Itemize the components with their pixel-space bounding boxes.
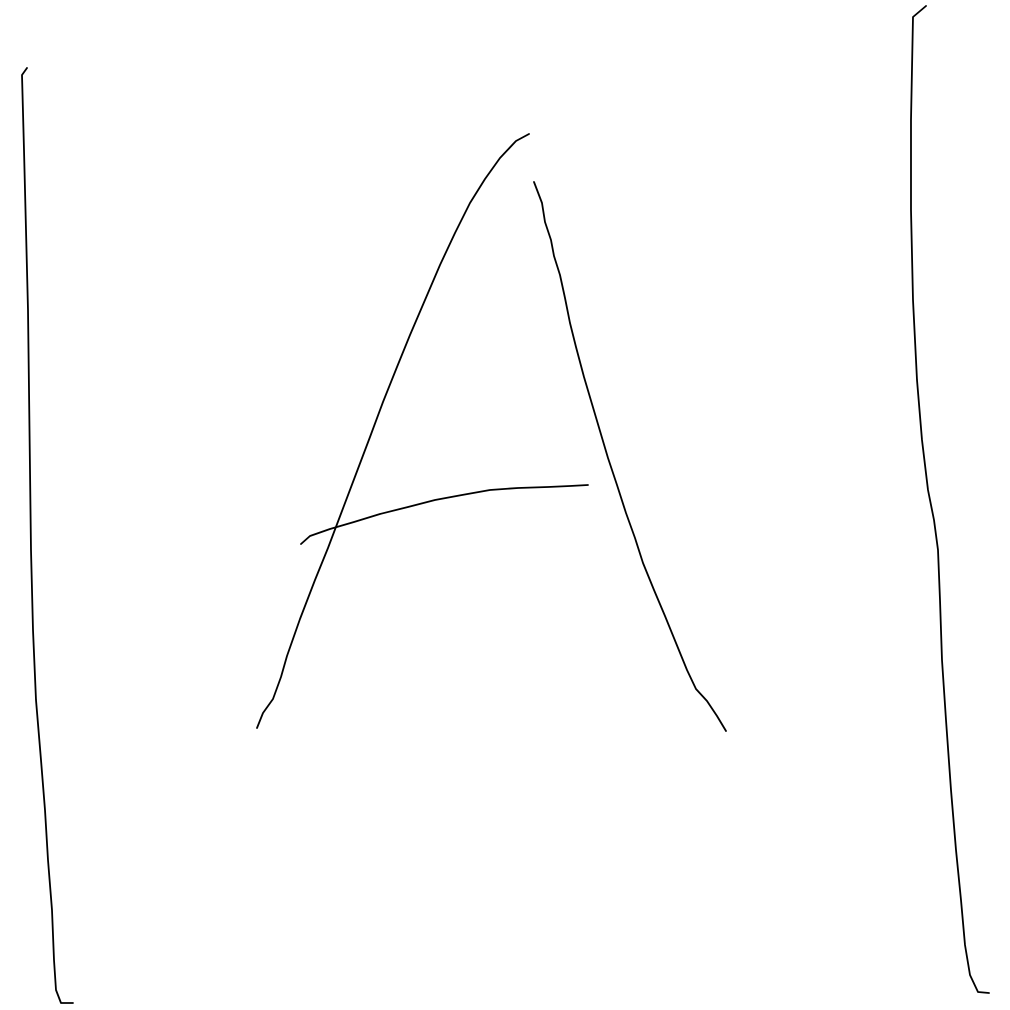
handwritten-letter-a [257, 134, 726, 731]
border-strokes [22, 6, 989, 1003]
left-border-stroke [22, 68, 73, 1003]
letter-a-left-leg-stroke [257, 134, 529, 728]
letter-a-crossbar-stroke [301, 485, 588, 544]
right-border-stroke [911, 6, 989, 993]
letter-a-right-leg-stroke [534, 182, 726, 731]
